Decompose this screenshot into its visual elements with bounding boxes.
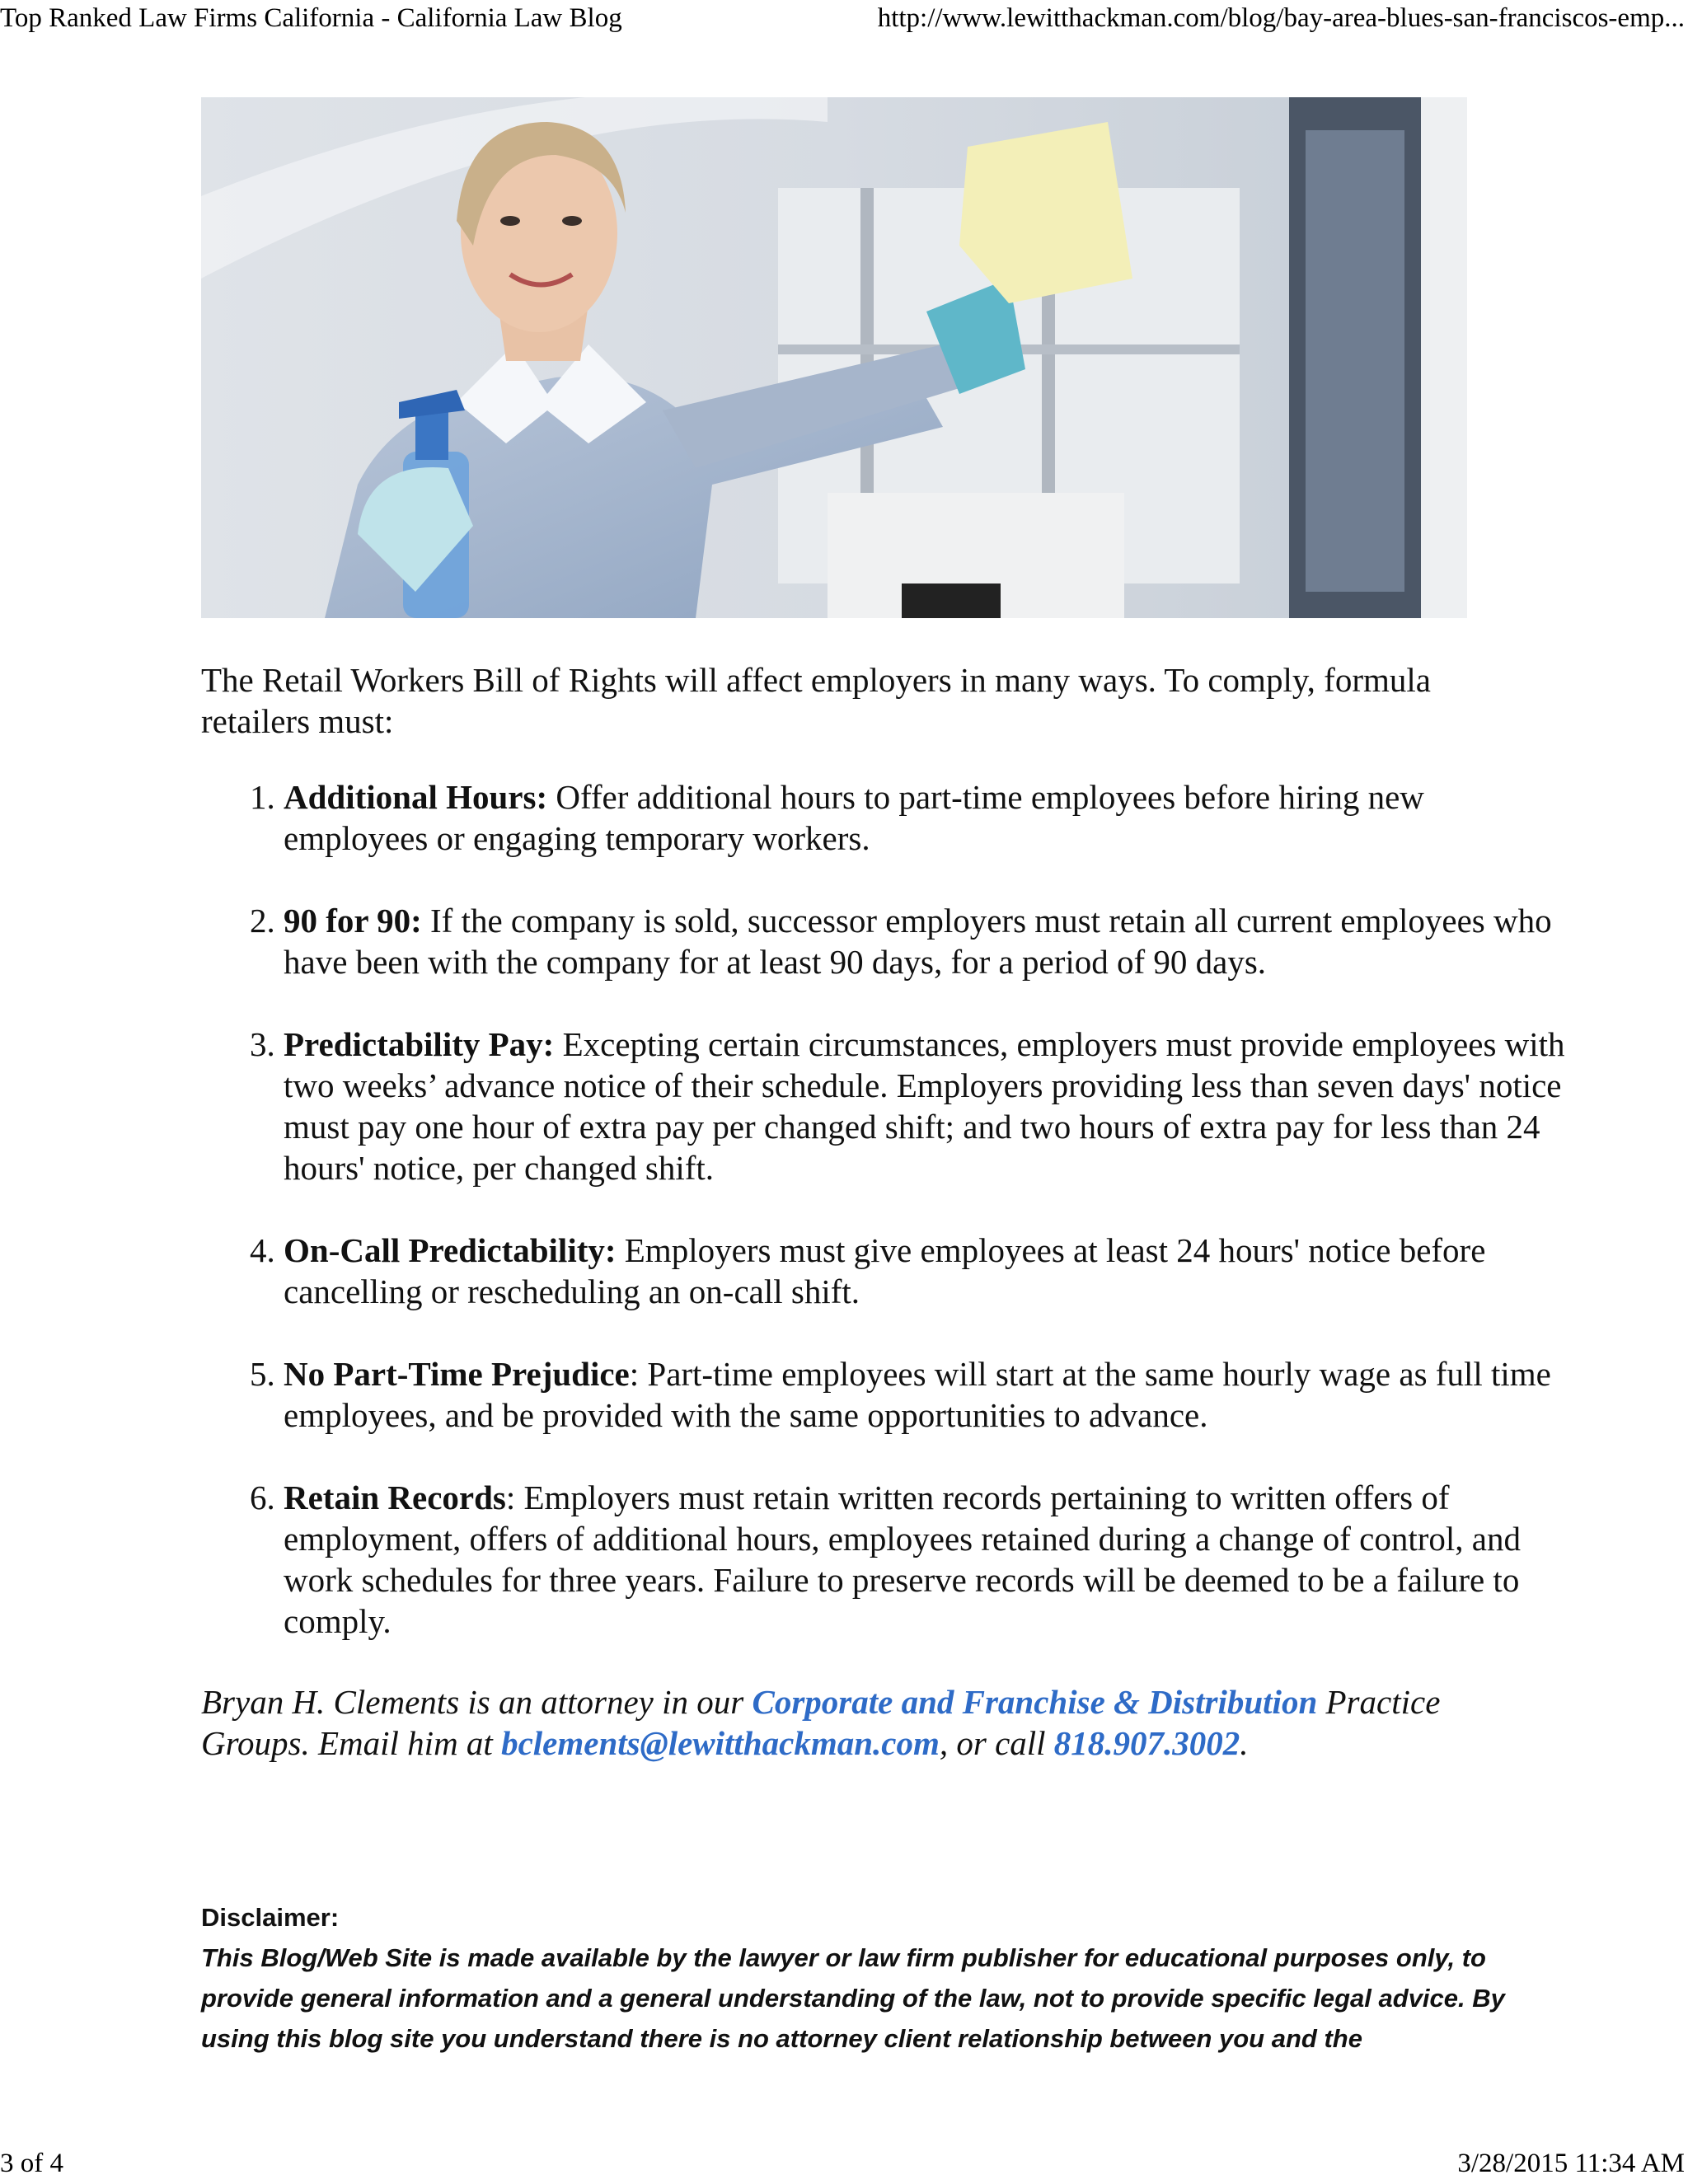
list-item-term: No Part-Time Prejudice <box>284 1355 630 1393</box>
list-item-text: If the company is sold, successor employers must retain all current employees who have been with the company for at least 90 days, for a period of 90 days. <box>284 902 1552 981</box>
list-item-term: Predictability Pay: <box>284 1025 555 1063</box>
list-item-text: Excepting certain circumstances, employers must provide employees with two weeks’ advance notice of their schedule. Employers providing less than seven days' notice must pay one hour of extra pay per changed shift; and two hours of extra pay for less than 24 hours' notice, per changed shift. <box>284 1025 1565 1187</box>
list-item-text: : Part-time employees will start at the same hourly wage as full time employees, and be provided with the same opportunities to advance. <box>284 1355 1551 1434</box>
list-item-text: : Employers must retain written records pertaining to written offers of employment, offers of additional hours, employees retained during a change of control, and work schedules for three years. Failure to preserve records will be deemed to be a failure to comply. <box>284 1479 1521 1640</box>
hero-image <box>201 97 1467 618</box>
practice-group-link[interactable]: Corporate and Franchise & Distribution <box>752 1683 1318 1721</box>
disclaimer-section <box>201 1897 1569 2059</box>
intro-paragraph: The Retail Workers Bill of Rights will affect employers in many ways. To comply, formula retailers must: <box>201 661 1431 740</box>
list-item-term: 90 for 90: <box>284 902 422 940</box>
list-item <box>284 1230 1569 1312</box>
bio-prefix: Bryan H. Clements is an attorney in our <box>201 1683 753 1721</box>
list-item-term: On-Call Predictability: <box>284 1231 617 1269</box>
rights-list <box>201 776 1569 1642</box>
list-item-text: Employers must give employees at least 24 hours' notice before cancelling or rescheduling an on-call shift. <box>284 1231 1486 1310</box>
list-item <box>284 1477 1569 1642</box>
disclaimer-body: This Blog/Web Site is made available by the lawyer or law firm publisher for educational purposes only, to provide general information and a general understanding of the law, not to provide specific legal advice. By using this blog site you understand there is no attorney client relationship between you and the <box>201 1943 1505 2053</box>
article-content <box>201 97 1569 2059</box>
list-item-term: Retain Records <box>284 1479 506 1516</box>
bio-middle: Practice Groups. Email him at <box>201 1683 1441 1762</box>
print-footer-page-number: 3 of 4 <box>0 2149 63 2178</box>
list-item <box>284 1024 1569 1188</box>
phone-link[interactable]: 818.907.3002 <box>1053 1724 1240 1762</box>
bio-call-text: , or call <box>939 1724 1054 1762</box>
cleaning-woman-photo <box>201 97 1467 618</box>
list-item <box>284 1353 1569 1436</box>
print-header-url: http://www.lewitthackman.com/blog/bay-area-blues-san-franciscos-emp... <box>877 3 1685 33</box>
print-header-title: Top Ranked Law Firms California - California Law Blog <box>0 3 622 33</box>
disclaimer-title: Disclaimer: <box>201 1903 340 1932</box>
list-item-text: Offer additional hours to part-time employees before hiring new employees or engaging temporary workers. <box>284 778 1424 857</box>
list-item <box>284 776 1569 859</box>
email-link[interactable]: bclements@lewitthackman.com <box>501 1724 940 1762</box>
list-item <box>284 900 1569 982</box>
bio-suffix: . <box>1240 1724 1249 1762</box>
list-item-term: Additional Hours: <box>284 778 548 816</box>
author-bio <box>201 1681 1553 1764</box>
print-footer-timestamp: 3/28/2015 11:34 AM <box>1457 2149 1685 2178</box>
